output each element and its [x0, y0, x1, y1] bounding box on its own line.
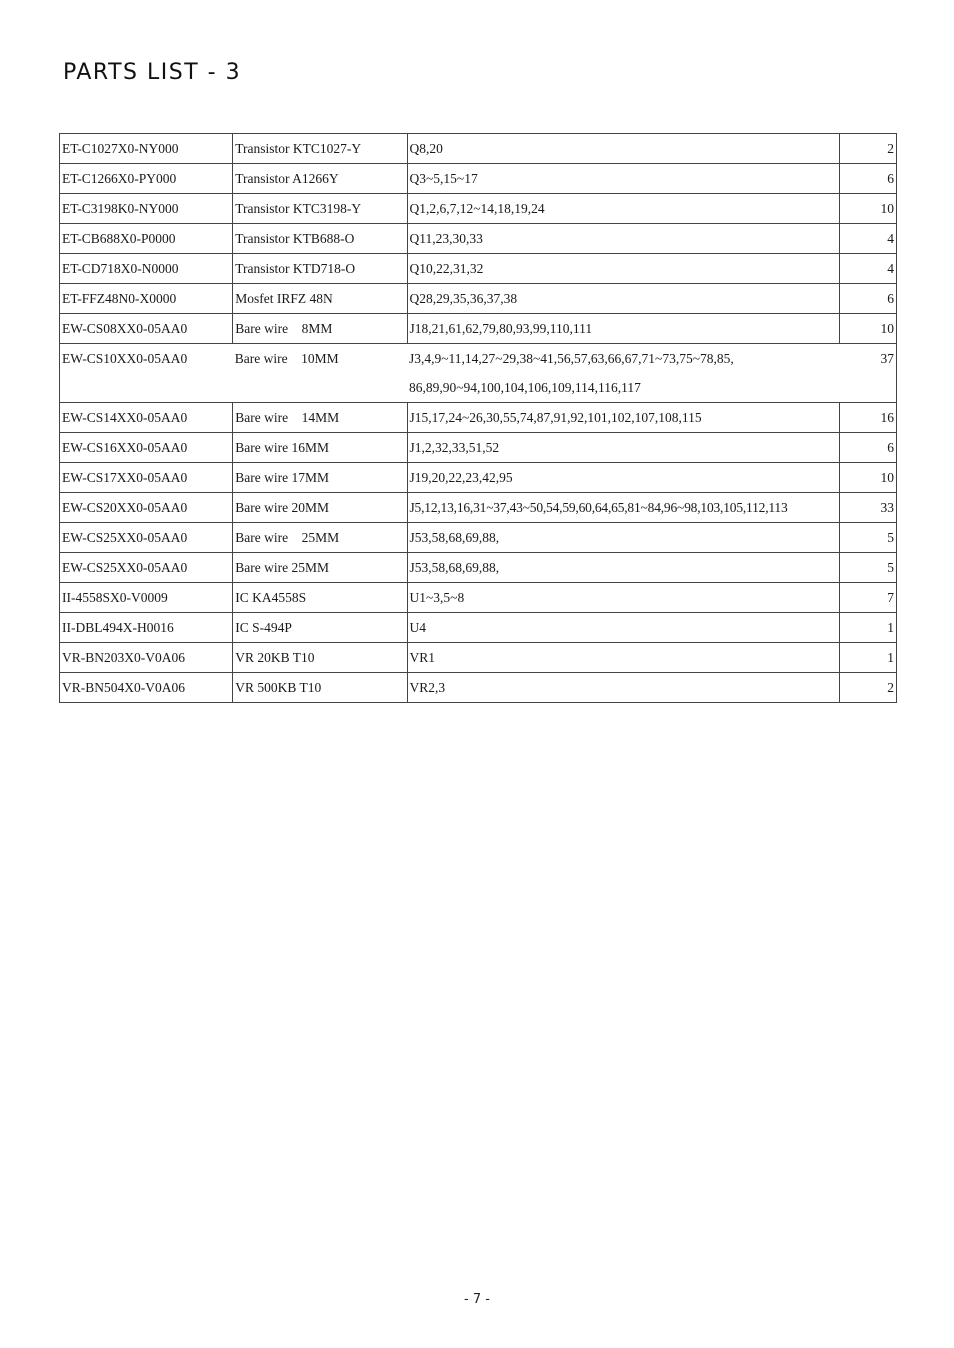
- part-code-cell: EW-CS16XX0-05AA0: [60, 433, 233, 463]
- part-code-cell: ET-FFZ48N0-X0000: [60, 284, 233, 314]
- part-location-cell: Q28,29,35,36,37,38: [407, 284, 839, 314]
- part-description-cell: IC KA4558S: [233, 583, 407, 613]
- part-quantity-cell: 10: [839, 194, 896, 224]
- part-code-cell: EW-CS17XX0-05AA0: [60, 463, 233, 493]
- part-description-cell: Bare wire 17MM: [233, 463, 407, 493]
- part-quantity-cell: 4: [839, 224, 896, 254]
- table-row: [60, 194, 897, 224]
- table-row: [60, 254, 897, 284]
- part-location-cell: J5,12,13,16,31~37,43~50,54,59,60,64,65,81~84,96~98,103,105,112,113: [407, 493, 839, 523]
- part-location-cell: J1,2,32,33,51,52: [407, 433, 839, 463]
- page-title: PARTS LIST - 3: [63, 60, 242, 85]
- part-location-cell: Q8,20: [407, 134, 839, 164]
- part-location-cell: U4: [407, 613, 839, 643]
- part-description-cell: Bare wire 25MM: [233, 553, 407, 583]
- table-row: [60, 553, 897, 583]
- part-code-cell: ET-C1027X0-NY000: [60, 134, 233, 164]
- part-location-cell: J3,4,9~11,14,27~29,38~41,56,57,63,66,67,71~73,75~78,85,: [407, 344, 839, 374]
- part-location-cell: U1~3,5~8: [407, 583, 839, 613]
- part-quantity-cell: 4: [839, 254, 896, 284]
- part-description-cell: Mosfet IRFZ 48N: [233, 284, 407, 314]
- part-code-cell: ET-C1266X0-PY000: [60, 164, 233, 194]
- part-location-cell: J53,58,68,69,88,: [407, 553, 839, 583]
- table-row: [60, 224, 897, 254]
- part-code-cell: EW-CS20XX0-05AA0: [60, 493, 233, 523]
- parts-table-body: [60, 134, 897, 703]
- part-quantity-cell: 6: [839, 284, 896, 314]
- part-code-cell: ET-CD718X0-N0000: [60, 254, 233, 284]
- part-quantity-cell: 7: [839, 583, 896, 613]
- table-row: [60, 613, 897, 643]
- part-description-cell: Bare wire 25MM: [233, 523, 407, 553]
- part-quantity-cell: 1: [839, 643, 896, 673]
- part-description-cell: VR 500KB T10: [233, 673, 407, 703]
- part-location-cell: Q10,22,31,32: [407, 254, 839, 284]
- part-location-cell: J18,21,61,62,79,80,93,99,110,111: [407, 314, 839, 344]
- page-number: - 7 -: [464, 1292, 490, 1307]
- part-code-cell: II-4558SX0-V0009: [60, 583, 233, 613]
- part-quantity-cell: 6: [839, 164, 896, 194]
- part-location-cell: VR1: [407, 643, 839, 673]
- part-code-cell: ET-C3198K0-NY000: [60, 194, 233, 224]
- part-code-cell: ET-CB688X0-P0000: [60, 224, 233, 254]
- table-row: [60, 673, 897, 703]
- part-code-cell: EW-CS08XX0-05AA0: [60, 314, 233, 344]
- part-quantity-cell: 10: [839, 314, 896, 344]
- table-row: [60, 583, 897, 613]
- table-row: [60, 433, 897, 463]
- part-quantity-cell: 2: [839, 134, 896, 164]
- table-row-continuation: [60, 373, 897, 403]
- part-description-cell: Bare wire 8MM: [233, 314, 407, 344]
- part-location-cell: J53,58,68,69,88,: [407, 523, 839, 553]
- part-location-cell: J19,20,22,23,42,95: [407, 463, 839, 493]
- part-description-cell: Bare wire 16MM: [233, 433, 407, 463]
- table-row: [60, 643, 897, 673]
- part-description-cell: VR 20KB T10: [233, 643, 407, 673]
- part-description-cell: Transistor KTB688-O: [233, 224, 407, 254]
- part-code-cell: EW-CS25XX0-05AA0: [60, 553, 233, 583]
- part-location-cell: VR2,3: [407, 673, 839, 703]
- part-quantity-cell: 16: [839, 403, 896, 433]
- part-location-cell: J15,17,24~26,30,55,74,87,91,92,101,102,107,108,115: [407, 403, 839, 433]
- part-description-cell: Transistor KTC3198-Y: [233, 194, 407, 224]
- part-quantity-cell: 6: [839, 433, 896, 463]
- part-description-cell: Bare wire 14MM: [233, 403, 407, 433]
- table-row: [60, 134, 897, 164]
- part-location-continuation-cell: 86,89,90~94,100,104,106,109,114,116,117: [60, 373, 897, 403]
- part-quantity-cell: 1: [839, 613, 896, 643]
- part-code-cell: II-DBL494X-H0016: [60, 613, 233, 643]
- part-quantity-cell: 33: [839, 493, 896, 523]
- part-location-cell: Q11,23,30,33: [407, 224, 839, 254]
- part-description-cell: Transistor KTD718-O: [233, 254, 407, 284]
- part-description-cell: Bare wire 20MM: [233, 493, 407, 523]
- table-row: [60, 164, 897, 194]
- part-description-cell: Bare wire 10MM: [233, 344, 407, 374]
- part-description-cell: Transistor A1266Y: [233, 164, 407, 194]
- table-row: [60, 344, 897, 374]
- part-quantity-cell: 37: [839, 344, 896, 374]
- part-code-cell: EW-CS25XX0-05AA0: [60, 523, 233, 553]
- part-description-cell: IC S-494P: [233, 613, 407, 643]
- part-quantity-cell: 2: [839, 673, 896, 703]
- table-row: [60, 284, 897, 314]
- part-code-cell: VR-BN504X0-V0A06: [60, 673, 233, 703]
- part-quantity-cell: 10: [839, 463, 896, 493]
- part-location-cell: Q3~5,15~17: [407, 164, 839, 194]
- part-quantity-cell: 5: [839, 523, 896, 553]
- parts-table: [59, 133, 897, 703]
- part-code-cell: VR-BN203X0-V0A06: [60, 643, 233, 673]
- table-row: [60, 523, 897, 553]
- table-row: [60, 493, 897, 523]
- part-description-cell: Transistor KTC1027-Y: [233, 134, 407, 164]
- table-row: [60, 463, 897, 493]
- part-location-cell: Q1,2,6,7,12~14,18,19,24: [407, 194, 839, 224]
- part-quantity-cell: 5: [839, 553, 896, 583]
- table-row: [60, 403, 897, 433]
- table-row: [60, 314, 897, 344]
- part-code-cell: EW-CS10XX0-05AA0: [60, 344, 233, 374]
- part-code-cell: EW-CS14XX0-05AA0: [60, 403, 233, 433]
